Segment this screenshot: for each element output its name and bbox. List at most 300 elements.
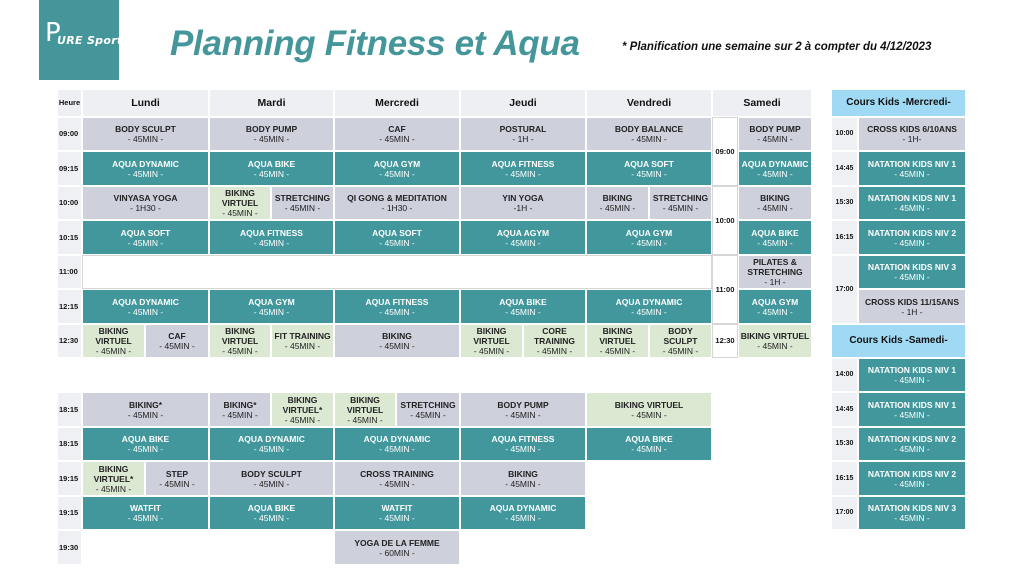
class-cell [523,324,586,358]
class-cell [82,461,145,496]
kids-time-cell [831,220,858,255]
class-cell [82,392,209,427]
class-duration: - 45MIN - [894,375,930,385]
class-duration: - 45MIN - [127,134,164,144]
time-label: 14:00 [835,371,854,378]
class-name: WATFIT [381,503,413,513]
class-name: BIKING [760,193,790,203]
class-cell [586,117,712,151]
time-label: 11:00 [59,267,78,276]
class-cell [460,427,586,461]
class-cell [396,392,460,427]
class-name: YOGA DE LA FEMME [354,537,440,548]
class-duration: - 45MIN - [894,444,930,454]
class-duration: - 1H - [512,134,534,144]
kids-time-cell [831,427,858,461]
class-duration: - 45MIN - [505,513,541,523]
time-label: 15:30 [835,440,854,447]
time-label: 19:15 [59,473,79,483]
class-name: BIKING [602,193,633,203]
class-duration: - 45MIN - [757,134,793,144]
time-cell [57,255,82,289]
class-name: AQUA BIKE [751,227,799,238]
hour-header [57,89,82,117]
time-cell [57,392,82,427]
time-label: 10:00 [835,130,854,137]
class-cell [82,220,209,255]
class-name: AQUA SOFT [372,227,422,238]
class-name: AQUA FITNESS [240,227,303,238]
class-name: CROSS TRAINING [360,468,434,479]
class-name: BODY BALANCE [614,124,684,134]
class-cell [334,392,396,427]
class-name: BIKING VIRTUEL [473,326,510,346]
time-label: 19:15 [59,508,79,517]
class-cell [271,186,334,220]
class-duration: - 45MIN - [757,341,793,351]
class-name: BODY PUMP [497,399,549,410]
class-cell [858,461,966,496]
class-duration: - 45MIN - [159,341,195,351]
class-duration: - 45MIN - [127,237,164,248]
class-cell [334,186,460,220]
time-cell [57,117,82,151]
class-duration: - 45MIN - [127,168,164,179]
class-name: AQUA DYNAMIC [112,158,179,169]
class-cell [82,324,145,358]
class-name: BODY SCULPT [115,124,176,134]
class-duration: - 45MIN - [894,203,930,213]
class-name: AQUA BIKE [121,434,170,444]
class-cell [460,186,586,220]
class-duration: - 45MIN - [631,444,667,454]
class-name: NATATION KIDS NIV 3 [867,503,957,513]
class-duration: - 45MIN - [95,483,132,494]
time-cell [57,186,82,220]
time-label: 18:15 [59,404,79,414]
kids-time-cell [831,496,858,530]
class-cell [334,117,460,151]
time-cell [57,289,82,324]
class-name: CAF [168,331,186,341]
time-label: 12:15 [59,301,79,311]
class-duration: - 45MIN - [379,444,415,454]
class-name: BIKING VIRTUEL* [282,394,323,415]
class-duration: - 45MIN - [222,409,258,420]
class-cell [858,220,966,255]
class-cell [858,117,966,151]
class-cell [334,496,460,530]
kids-time-cell [831,151,858,186]
time-label: 12:30 [59,336,79,345]
class-cell [334,461,460,496]
class-name: BODY PUMP [245,124,298,134]
day-label: Mardi [257,97,286,109]
class-name: AQUA BIKE [499,296,547,307]
class-duration: - 1H - [764,277,786,287]
class-duration: - 45MIN - [757,237,793,248]
class-duration: - 45MIN - [505,168,541,179]
class-cell [82,427,209,461]
day-label: Vendredi [626,97,672,109]
class-duration: - 45MIN - [631,134,667,144]
kids-time-cell [831,392,858,427]
time-label: 19:30 [59,542,79,552]
time-cell [57,151,82,186]
day-label: Mercredi [375,97,419,109]
saturday-time-cell [712,255,738,324]
time-label: 17:00 [835,285,854,293]
class-name: CAF [388,124,406,134]
class-cell [858,392,966,427]
class-cell [209,220,334,255]
class-name: BIKING VIRTUEL [599,326,636,346]
class-duration: - 45MIN - [284,414,321,425]
class-duration: - 45MIN - [894,168,930,179]
class-cell [209,186,271,220]
class-name: BIKING VIRTUEL [221,326,259,346]
class-name: BODY PUMP [749,124,801,134]
time-cell [57,220,82,255]
class-cell [209,427,334,461]
class-cell [586,427,712,461]
schedule-note: * Planification une semaine sur 2 à compter du 4/12/2023 [622,41,932,53]
class-cell [209,324,271,358]
class-cell [858,358,966,392]
class-cell [271,392,334,427]
saturday-time-cell [712,324,738,358]
class-duration: - 45MIN - [379,237,415,248]
kids-time-cell [831,186,858,220]
kids-header [831,89,966,117]
day-header [460,89,586,117]
class-name: STRETCHING [274,193,331,203]
class-duration: - 45MIN - [379,168,415,179]
class-duration: - 45MIN - [253,134,290,144]
class-duration: - 1H - [901,306,923,317]
class-cell [334,289,460,324]
class-name: FIT TRAINING [274,331,331,341]
class-cell [209,151,334,186]
class-name: AQUA FITNESS [365,296,429,307]
class-duration: - 45MIN - [631,306,667,317]
class-duration: - 45MIN - [410,409,446,420]
class-name: BODY SCULPT [241,468,302,479]
class-duration: - 45MIN - [473,346,510,356]
class-duration: - 45MIN - [159,478,195,489]
time-label: 09:00 [715,146,735,156]
class-duration: - 1H- [902,134,922,144]
class-name: BIKING VIRTUEL [614,399,684,410]
time-label: 16:15 [835,233,854,241]
class-duration: - 45MIN - [222,346,258,356]
class-cell [145,461,209,496]
class-name: AQUA BIKE [247,503,296,513]
day-header [82,89,209,117]
time-cell [57,530,82,565]
class-duration: - 45MIN - [631,168,667,179]
class-name: PILATES & STRETCHING [747,257,803,277]
time-label: 14:45 [835,405,854,413]
class-duration: - 45MIN - [253,444,290,454]
class-cell [649,324,712,358]
class-name: YIN YOGA [502,193,544,203]
class-cell [738,117,812,151]
class-cell [334,151,460,186]
class-duration: - 45MIN - [662,346,699,356]
class-duration: - 45MIN - [757,306,793,317]
class-name: CORE TRAINING [533,326,576,346]
class-cell [649,186,712,220]
class-duration: - 45MIN - [253,168,290,179]
class-cell [334,220,460,255]
class-cell [145,324,209,358]
class-duration: - 45MIN - [379,341,415,351]
class-cell [460,496,586,530]
class-duration: - 45MIN - [253,513,290,523]
logo-symbol: P [45,18,61,48]
time-label: 09:15 [59,163,79,173]
class-cell [858,496,966,530]
class-cell [586,289,712,324]
class-cell [209,117,334,151]
class-cell [460,151,586,186]
kids-time-cell [831,117,858,151]
saturday-time-cell [712,117,738,186]
class-duration: - 45MIN - [505,409,541,420]
class-duration: - 45MIN - [284,341,321,351]
class-duration: - 45MIN - [599,346,636,356]
class-duration: - 45MIN - [284,203,321,213]
class-duration: - 45MIN - [379,478,415,489]
class-cell [82,289,209,324]
class-name: AQUA BIKE [625,434,673,444]
class-cell [271,324,334,358]
class-name: BIKING VIRTUEL [346,394,384,415]
class-name: AQUA FITNESS [491,158,555,169]
class-name: POSTURAL [499,124,547,134]
class-duration: - 45MIN - [757,203,793,213]
class-name: AQUA DYNAMIC [238,434,305,444]
day-header [586,89,712,117]
class-cell [738,220,812,255]
class-name: AQUA GYM [248,296,295,307]
class-cell [82,186,209,220]
class-duration: - 1H30 - [381,203,413,213]
class-duration: - 45MIN - [894,478,930,489]
time-cell [57,427,82,461]
class-name: AQUA BIKE [247,158,296,169]
class-duration: - 1H30 - [130,203,161,213]
kids-header-label: Cours Kids -Mercredi- [846,97,951,108]
day-header [209,89,334,117]
kids-header [831,324,966,358]
class-duration: - 45MIN - [757,168,793,179]
class-cell [738,255,812,289]
day-label: Heure [58,98,81,107]
class-cell [209,496,334,530]
class-name: BIKING VIRTUEL [95,326,132,346]
class-name: AQUA GYM [625,227,673,238]
time-label: 16:15 [835,474,854,482]
class-name: AQUA DYNAMIC [363,434,431,444]
class-name: BIKING* [128,399,163,410]
time-label: 10:00 [715,215,735,225]
class-cell [82,496,209,530]
day-header [712,89,812,117]
class-name: AQUA GYM [373,158,421,169]
class-cell [738,186,812,220]
class-cell [858,186,966,220]
class-duration: - 45MIN - [599,203,636,213]
class-name: NATATION KIDS NIV 3 [867,262,957,272]
class-cell [586,324,649,358]
class-name: AQUA FITNESS [491,434,555,444]
class-cell [82,151,209,186]
class-name: AQUA AGYM [496,227,550,238]
class-name: BIKING* [223,399,257,410]
class-cell [334,530,460,565]
time-label: 18:15 [59,439,79,448]
class-name: NATATION KIDS NIV 2 [867,227,957,238]
time-label: 10:00 [59,198,79,207]
time-cell [57,496,82,530]
kids-time-cell [831,358,858,392]
saturday-time-cell [712,186,738,255]
brand-logo [39,0,123,80]
logo-text: URE Sport [57,34,123,47]
class-cell [460,289,586,324]
class-duration: - 45MIN - [894,409,930,420]
class-cell [334,324,460,358]
class-duration: - 45MIN - [894,272,930,282]
time-cell [57,461,82,496]
class-name: BIKING VIRTUEL [221,188,259,208]
kids-time-cell [831,255,858,324]
class-name: BIKING [382,331,412,341]
day-label: Lundi [131,97,160,109]
class-cell [460,117,586,151]
class-cell [586,220,712,255]
class-duration: - 45MIN - [379,306,415,317]
class-name: BIKING [508,468,538,479]
class-cell [209,289,334,324]
class-cell [858,151,966,186]
class-name: VINYASA YOGA [113,193,178,203]
time-label: 12:30 [715,336,735,345]
class-cell [738,151,812,186]
class-name: QI GONG & MEDITATION [347,193,447,203]
day-label: Samedi [743,97,781,109]
time-label: 10:15 [59,232,79,242]
class-name: STEP [165,468,189,479]
class-duration: - 45MIN - [127,444,164,454]
time-label: 11:00 [715,284,735,294]
class-name: NATATION KIDS NIV 1 [867,365,957,375]
class-cell [738,289,812,324]
class-name: CROSS KIDS 6/10ANS [867,124,957,134]
day-label: Jeudi [509,97,537,109]
class-cell [738,324,812,358]
class-name: AQUA DYNAMIC [112,296,179,307]
class-cell [460,220,586,255]
time-label: 15:30 [835,199,854,206]
class-duration: - 45MIN - [127,306,164,317]
class-cell [209,461,334,496]
class-duration: - 45MIN - [505,478,541,489]
class-duration: - 45MIN - [894,237,930,248]
class-duration: -1H - [513,203,533,213]
class-name: AQUA SOFT [624,158,674,169]
class-cell [586,151,712,186]
class-duration: - 45MIN - [127,513,164,523]
class-duration: - 45MIN - [894,513,930,523]
time-label: 14:45 [835,164,854,172]
class-name: AQUA GYM [751,296,799,307]
class-name: NATATION KIDS NIV 1 [867,158,957,169]
class-name: CROSS KIDS 11/15ANS [864,296,959,307]
class-cell [586,186,649,220]
class-name: NATATION KIDS NIV 2 [867,434,957,444]
class-duration: - 45MIN - [662,203,699,213]
empty-slot [82,255,712,289]
kids-time-cell [831,461,858,496]
class-name: AQUA DYNAMIC [615,296,683,307]
time-label: 17:00 [835,509,854,516]
class-name: BODY SCULPT [663,326,698,346]
class-cell [334,427,460,461]
class-duration: - 45MIN - [253,306,290,317]
class-duration: - 45MIN - [505,444,541,454]
class-cell [858,255,966,289]
class-name: NATATION KIDS NIV 1 [867,399,957,410]
class-cell [82,117,209,151]
class-name: AQUA DYNAMIC [741,158,809,169]
class-name: BIKING VIRTUEL [740,331,810,341]
class-duration: - 45MIN - [379,513,415,523]
class-duration: - 45MIN - [347,414,383,425]
class-duration: - 45MIN - [536,346,573,356]
class-cell [460,461,586,496]
class-name: NATATION KIDS NIV 2 [867,468,957,479]
class-name: NATATION KIDS NIV 1 [867,193,957,203]
class-name: STRETCHING [400,399,456,410]
class-name: STRETCHING [652,193,709,203]
kids-header-label: Cours Kids -Samedi- [849,335,948,346]
class-name: AQUA SOFT [120,227,171,238]
class-duration: - 45MIN - [505,306,541,317]
class-duration: - 45MIN - [253,237,290,248]
class-name: BIKING VIRTUEL* [93,463,134,484]
class-duration: - 45MIN - [379,134,415,144]
class-duration: - 45MIN - [222,208,258,218]
day-header [334,89,460,117]
class-name: AQUA DYNAMIC [489,503,557,513]
class-name: WATFIT [130,503,161,513]
class-cell [209,392,271,427]
class-cell [858,427,966,461]
class-duration: - 45MIN - [631,237,667,248]
class-cell [586,392,712,427]
time-cell [57,324,82,358]
page-title: Planning Fitness et Aqua [170,24,580,63]
class-duration: - 45MIN - [631,409,667,420]
class-cell [460,392,586,427]
class-duration: - 45MIN - [505,237,541,248]
class-duration: - 45MIN - [95,346,132,356]
time-label: 09:00 [59,129,79,138]
class-cell [460,324,523,358]
